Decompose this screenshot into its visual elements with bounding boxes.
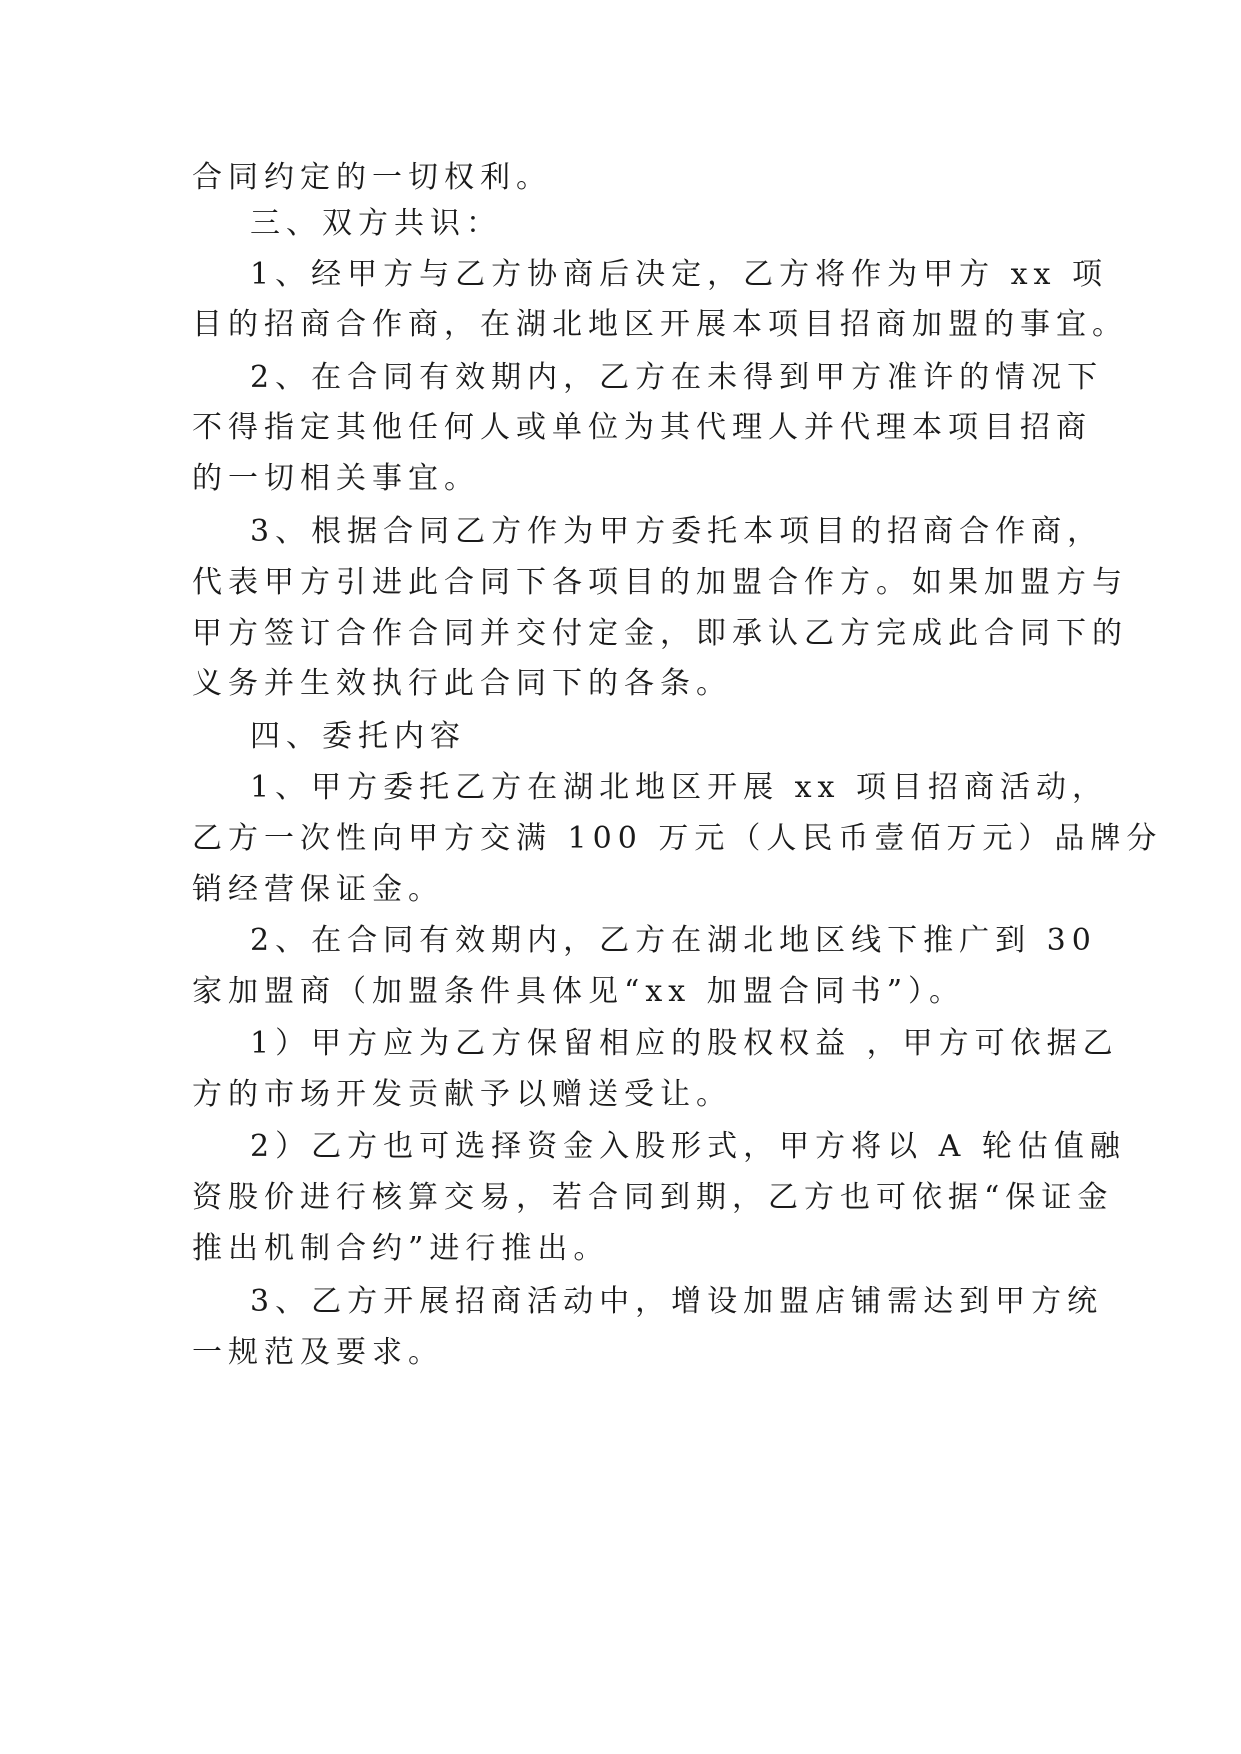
text-line: 代表甲方引进此合同下各项目的加盟合作方。如果加盟方与 <box>192 565 1128 600</box>
text-line: 3、根据合同乙方作为甲方委托本项目的招商合作商， <box>250 514 1104 549</box>
text-line: 方的市场开发贡献予以赠送受让。 <box>192 1077 732 1112</box>
text-line: 乙方一次性向甲方交满 100 万元（人民币壹佰万元）品牌分 <box>192 821 1163 856</box>
text-line: 1、经甲方与乙方协商后决定，乙方将作为甲方 xx 项 <box>250 257 1108 292</box>
text-line: 的一切相关事宜。 <box>192 461 480 496</box>
text-line: 甲方签订合作合同并交付定金，即承认乙方完成此合同下的 <box>192 616 1128 651</box>
text-line: 目的招商合作商，在湖北地区开展本项目招商加盟的事宜。 <box>192 307 1128 342</box>
section-heading: 四、委托内容 <box>250 719 466 754</box>
text-line: 家加盟商（加盟条件具体见“xx 加盟合同书”）。 <box>192 974 966 1009</box>
text-line: 2、在合同有效期内，乙方在湖北地区线下推广到 30 <box>250 923 1097 958</box>
text-line: 2）乙方也可选择资金入股形式，甲方将以 A 轮估值融 <box>250 1129 1126 1164</box>
text-line: 3、乙方开展招商活动中，增设加盟店铺需达到甲方统 <box>250 1284 1104 1319</box>
text-line: 2、在合同有效期内，乙方在未得到甲方准许的情况下 <box>250 360 1104 395</box>
section-heading: 三、双方共识： <box>250 206 502 241</box>
text-line: 一规范及要求。 <box>192 1335 444 1370</box>
text-line: 销经营保证金。 <box>192 872 444 907</box>
text-line: 义务并生效执行此合同下的各条。 <box>192 666 732 701</box>
text-line: 1）甲方应为乙方保留相应的股权权益 ，甲方可依据乙 <box>250 1026 1119 1061</box>
text-line: 推出机制合约”进行推出。 <box>192 1231 610 1266</box>
text-line: 1、甲方委托乙方在湖北地区开展 xx 项目招商活动， <box>250 770 1108 805</box>
text-line: 合同约定的一切权利。 <box>192 160 552 195</box>
text-line: 不得指定其他任何人或单位为其代理人并代理本项目招商 <box>192 410 1092 445</box>
text-line: 资股价进行核算交易，若合同到期，乙方也可依据“保证金 <box>192 1180 1114 1215</box>
